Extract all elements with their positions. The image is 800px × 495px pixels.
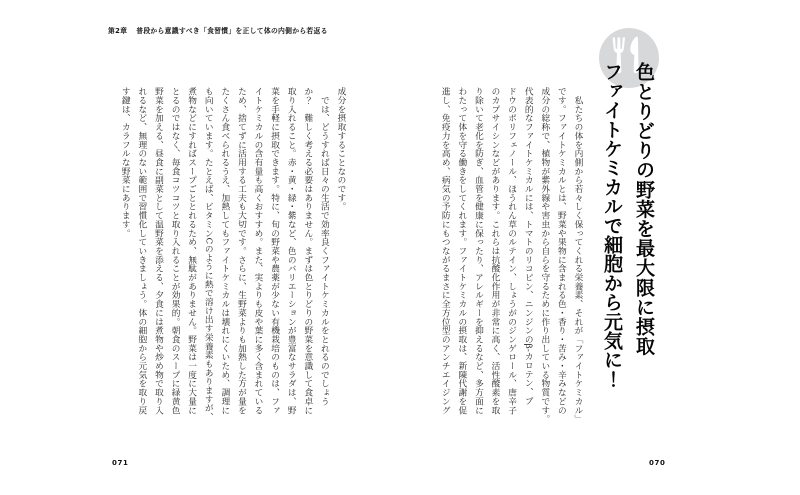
text-column: です。ファイトケミカルとは、野菜や果物に含まれる色・香り・苦み・辛みなどの — [556, 87, 567, 415]
text-column: 進し、免疫力を高め、病気の予防にもつながるまさに全方位型のアンチエイジング — [440, 87, 451, 415]
chapter-title: 普段から意識すべき「食習慣」を正して体の内側から若返る — [136, 27, 328, 35]
text-column: たくさん食べられるうえ、加熱してもファイトケミカルは壊れにくいため、調理に — [219, 87, 230, 415]
text-column: イトケミカルの含有量も高くおすすめ。また、実よりも皮や葉に多く含まれている — [253, 87, 264, 415]
text-column: ため、捨てずに活用する工夫も大切です。さらに、生野菜よりも加熱した方が量を — [236, 87, 247, 415]
text-column: り除いて老化を防ぎ、血管を健康に保ったり、アレルギーを抑えるなど、多方面に — [473, 87, 484, 415]
text-column: 野菜を加える、昼食に副菜として温野菜を添える、夕食には煮物や炒め物で取り入 — [153, 87, 164, 415]
text-column: か？ 難しく考える必要はありません。まずは色とりどりの野菜を意識して食卓に — [302, 87, 313, 415]
text-column: のカプサイシンなどがあります。これらは抗酸化作用が非常に高く、活性酸素を取 — [490, 87, 501, 415]
text-column: とるのではなく、毎食コツコツと取り入れることが効果的。朝食のスープに緑黄色 — [170, 87, 181, 415]
section-title — [596, 62, 660, 407]
text-column: 煮物などにすればスープごととれるため、無駄がありません。野菜は一度に大量に — [186, 87, 197, 415]
text-column: も向いています。たとえば、ビタミンCのように熱で溶け出す栄養素もありますが、 — [203, 87, 214, 422]
left-page-body — [116, 87, 349, 445]
text-column: 成分の総称で、植物が紫外線や害虫から自らを守るために作り出している物質です。 — [539, 87, 550, 424]
chapter-label: 第2章 — [108, 27, 128, 35]
page-number-right: 070 — [649, 459, 666, 467]
chapter-header — [108, 25, 328, 35]
text-column: 成分を摂取することなのです。 — [336, 87, 346, 211]
text-column: す鍵は、カラフルな野菜にあります。 — [120, 87, 131, 238]
text-column: れるなど、無理のない範囲で習慣化していきましょう。体の細胞から元気を取り戻 — [136, 87, 147, 415]
section-title-line-2: ファイトケミカルで細胞から元気に！ — [601, 62, 623, 389]
text-column: 菜を手軽に摂取できます。特に、旬の野菜や農薬が少ない有機栽培のものは、ファ — [269, 87, 280, 415]
text-column: 私たちの体を内側から若々しく保ってくれる栄養素、それが「ファイトケミカル」 — [573, 87, 583, 424]
text-column: わたって体を守る働きをしてくれます。ファイトケミカルの摂取は、新陳代謝を促 — [456, 87, 467, 415]
text-column: では、どうすれば日々の生活で効率良くファイトケミカルをとれるのでしょう — [319, 87, 330, 406]
text-column: ドウのポリフェノール、ほうれん草のルテイン、しょうがのジンゲロール、唐辛子 — [506, 87, 517, 415]
section-title-line-1: 色とりどりの野菜を最大限に摂取 — [633, 62, 655, 356]
text-column: 代表的なファイトケミカルには、トマトのリコピン、ニンジンのβ-カロテン、ブ — [523, 87, 534, 406]
page-number-left: 071 — [112, 459, 129, 467]
right-page-body — [436, 87, 586, 445]
text-column: 取り入れること。赤・黄・緑・紫など、色のバリエーションが豊富なサラダは、野 — [286, 87, 297, 415]
